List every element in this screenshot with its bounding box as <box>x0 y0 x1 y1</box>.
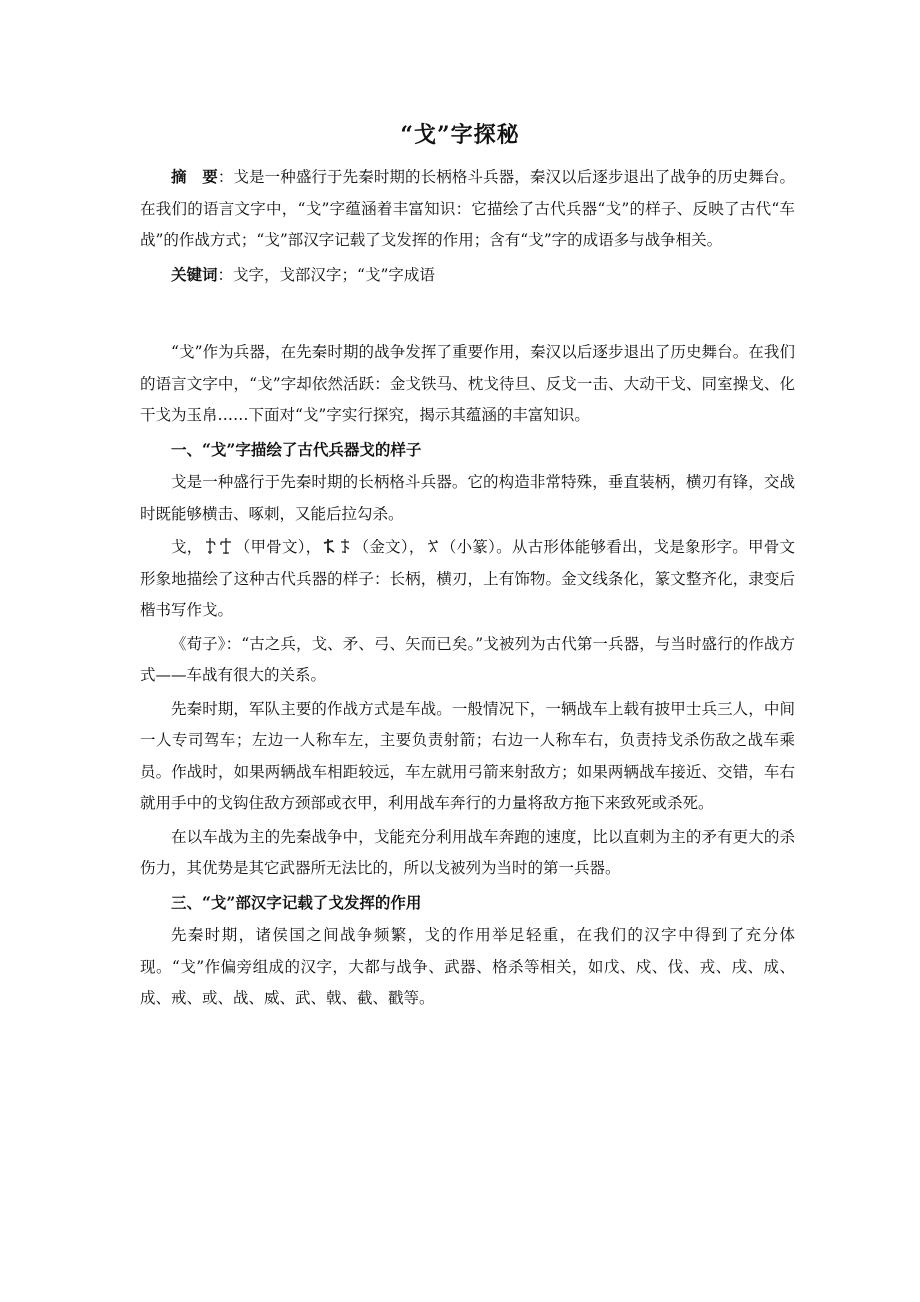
keywords-colon: ： <box>217 265 234 284</box>
bronze-ge-glyph-icon <box>322 537 336 555</box>
glyph-lead-text: 戈， <box>171 538 203 556</box>
abstract-text: 戈是一种盛行于先秦时期的长柄格斗兵器，秦汉以后逐步退出了战争的历史舞台。在我们的语言文字中，“戈”字蕴涵着丰富知识：它描绘了古代兵器“戈”的样子、反映了古代“车战”的作战方式；“戈”部汉字记载了戈发挥的作用；含有“戈”字的成语多与战争相关。 <box>140 168 795 249</box>
document-title: “戈”字探秘 <box>400 122 520 148</box>
section-1-paragraph-5: 在以车战为主的先秦战争中，戈能充分利用战车奔跑的速度，比以直刺为主的矛有更大的杀伤力，其优势是其它武器所无法比的，所以戈被列为当时的第一兵器。 <box>140 827 795 877</box>
oracle-bone-ge-glyph-alt-icon <box>219 537 233 555</box>
seal-script-ge-glyph-icon <box>426 537 440 555</box>
section-spacer <box>140 293 795 337</box>
abstract-label: 摘 要 <box>171 167 218 186</box>
oracle-bone-ge-glyph-icon <box>203 537 217 555</box>
section-1-paragraph-4: 先秦时期，军队主要的作战方式是车战。一般情况下，一辆战车上载有披甲士兵三人，中间一人专司驾车；左边一人称车左，主要负责射箭；右边一人称车右，负责持戈杀伤敌之战车乘员。作战时，如果两辆战车相距较远，车左就用弓箭来射敌方；如果两辆战车接近、交错，车右就用手中的戈钩住敌方颈部或衣甲，利用战车奔行的力量将敌方拖下来致死或杀死。 <box>140 699 795 812</box>
section-1-paragraph-2 <box>140 532 795 627</box>
oracle-bone-label: （甲骨文）， <box>234 538 322 556</box>
glyph-rest-text: 从古形体能够看出，戈是象形字。甲骨文形象地描绘了这种古代兵器的样子：长柄，横刃，上有饰物。金文线条化，篆文整齐化，隶变后楷书写作戈。 <box>140 538 795 619</box>
intro-paragraph: “戈”作为兵器，在先秦时期的战争发挥了重要作用，秦汉以后逐步退出了历史舞台。在我们的语言文字中，“戈”字却依然活跃：金戈铁马、枕戈待旦、反戈一击、大动干戈、同室操戈、化干戈为玉帛……下面对“戈”字实行探究，揭示其蕴涵的丰富知识。 <box>140 343 795 424</box>
abstract-colon: ： <box>217 168 234 186</box>
seal-script-label: （小篆）。 <box>440 538 512 556</box>
section-3-paragraph-1: 先秦时期，诸侯国之间战争频繁，戈的作用举足轻重，在我们的汉字中得到了充分体现。“戈”作偏旁组成的汉字，大都与战争、武器、格杀等相关，如戊、戍、伐、戎、戌、成、成、戒、或、战、威、武、戟、截、戳等。 <box>140 926 795 1007</box>
section-3-heading: 三、“戈”部汉字记载了戈发挥的作用 <box>171 892 422 912</box>
bronze-label: （金文）， <box>353 538 425 556</box>
section-1-paragraph-3: 《荀子》：“古之兵，戈、矛、弓、矢而已矣。”戈被列为古代第一兵器，与当时盛行的作战方式——车战有很大的关系。 <box>140 634 795 684</box>
keywords-paragraph <box>140 259 795 292</box>
section-1-heading: 一、“戈”字描绘了古代兵器戈的样子 <box>171 439 422 459</box>
keywords-text: 戈字，戈部汉字；“戈”字成语 <box>233 265 435 284</box>
section-1-paragraph-1: 戈是一种盛行于先秦时期的长柄格斗兵器。它的构造非常特殊，垂直装柄，横刃有锋，交战时既能够横击、啄刺，又能后拉勾杀。 <box>140 473 795 523</box>
bronze-ge-glyph-alt-icon <box>338 537 352 555</box>
document-body <box>140 161 795 1017</box>
keywords-label: 关键词 <box>171 264 218 284</box>
abstract-paragraph <box>140 161 795 257</box>
